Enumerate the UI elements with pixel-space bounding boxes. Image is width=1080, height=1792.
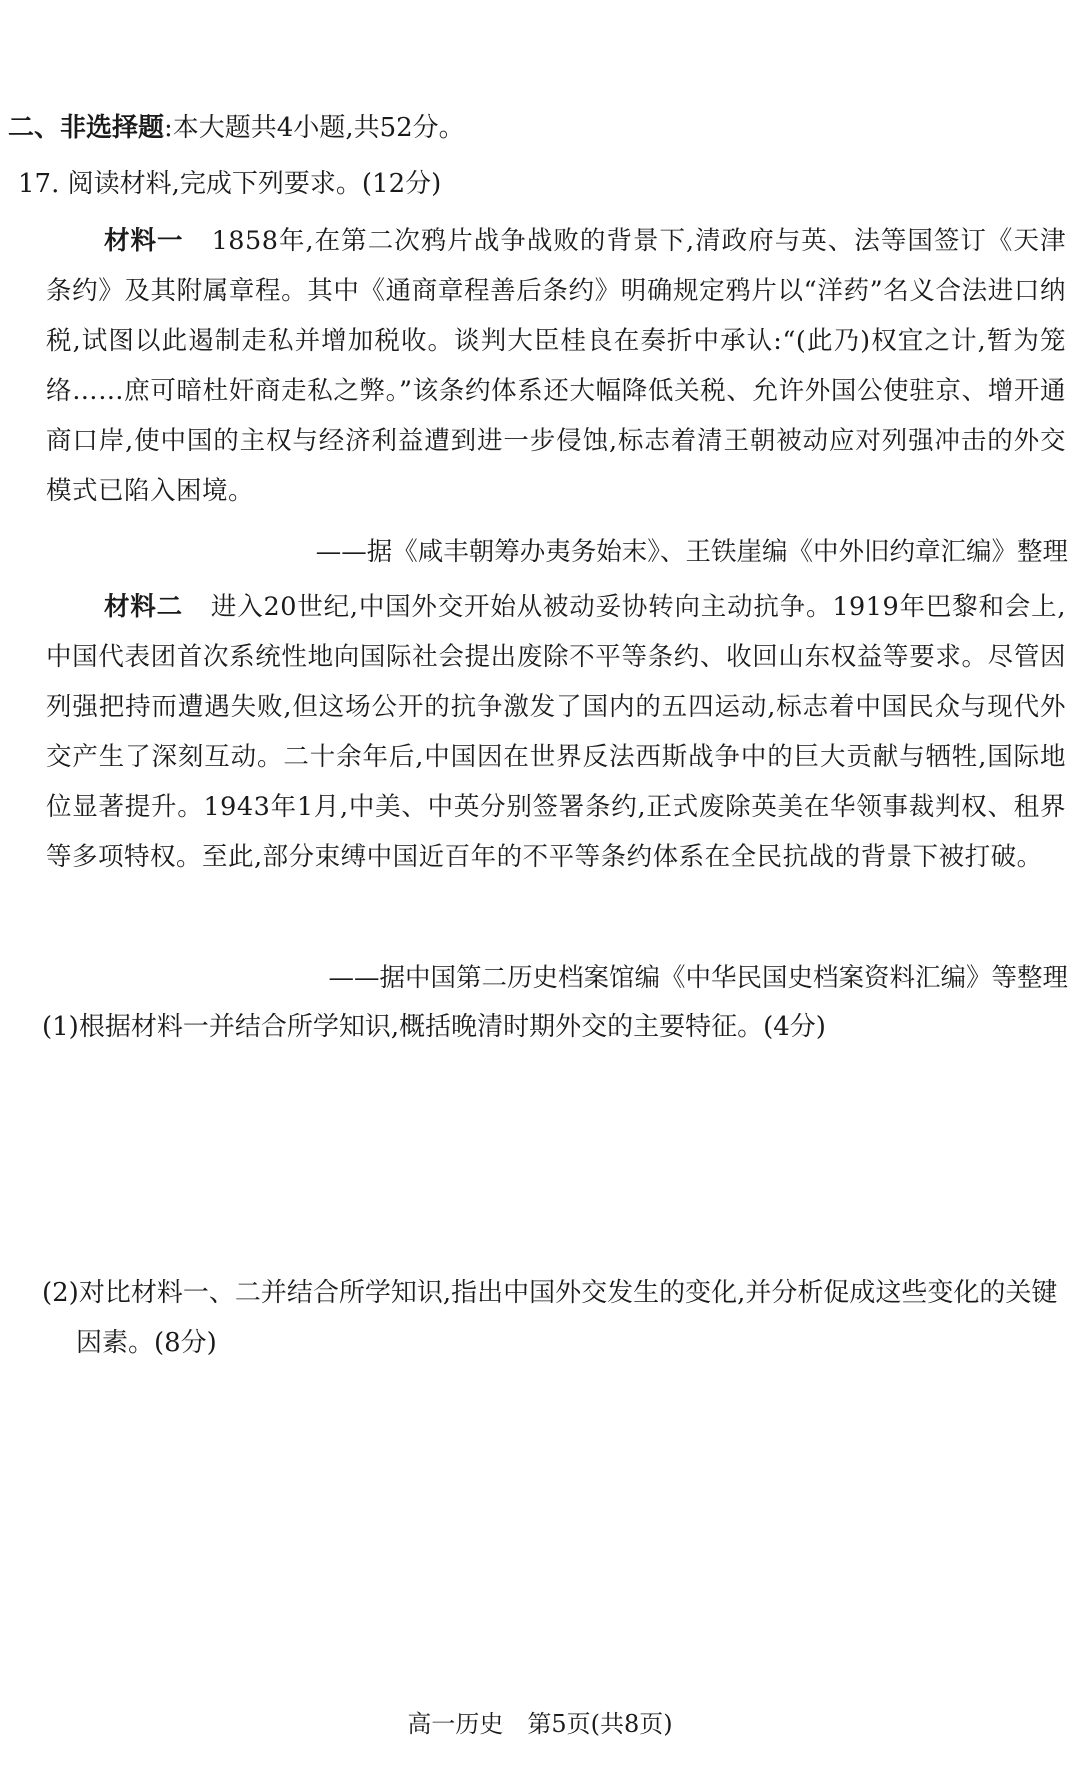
sub-question-2: (2)对比材料一、二并结合所学知识,指出中国外交发生的变化,并分析促成这些变化的关键因素。(8分) (42, 1278, 1058, 1358)
material-one-source: ——据《咸丰朝筹办夷务始末》、王铁崖编《中外旧约章汇编》整理 (315, 537, 1068, 567)
material-two (46, 582, 1066, 882)
material-one (46, 216, 1066, 516)
section-description: :本大题共4小题,共52分。 (164, 113, 465, 143)
material-one-label: 材料一 (104, 226, 184, 256)
material-one-text: 1858年,在第二次鸦片战争战败的背景下,清政府与英、法等国签订《天津条约》及其附属章程。其中《通商章程善后条约》明确规定鸦片以“洋药”名义合法进口纳税,试图以此遏制走私并增加税收。谈判大臣桂良在奏折中承认:“(此乃)权宜之计,暂为笼络……庶可暗杜奸商走私之弊。”该条约体系还大幅降低关税、允许外国公使驻京、增开通商口岸,使中国的主权与经济利益遭到进一步侵蚀,标志着清王朝被动应对列强冲击的外交模式已陷入困境。 (46, 226, 1066, 506)
question-17-stem: 17. 阅读材料,完成下列要求。(12分) (18, 169, 442, 199)
material-two-label: 材料二 (104, 592, 183, 622)
material-two-source: ——据中国第二历史档案馆编《中华民国史档案资料汇编》等整理 (328, 963, 1068, 993)
section-heading (8, 108, 465, 148)
material-two-text: 进入20世纪,中国外交开始从被动妥协转向主动抗争。1919年巴黎和会上,中国代表团首次系统性地向国际社会提出废除不平等条约、收回山东权益等要求。尽管因列强把持而遭遇失败,但这场公开的抗争激发了国内的五四运动,标志着中国民众与现代外交产生了深刻互动。二十余年后,中国因在世界反法西斯战争中的巨大贡献与牺牲,国际地位显著提升。1943年1月,中美、中英分别签署条约,正式废除英美在华领事裁判权、租界等多项特权。至此,部分束缚中国近百年的不平等条约体系在全民抗战的背景下被打破。 (46, 592, 1066, 872)
section-title: 二、非选择题 (8, 113, 165, 143)
page-footer: 高一历史 第5页(共8页) (407, 1710, 673, 1738)
sub-question-1: (1)根据材料一并结合所学知识,概括晚清时期外交的主要特征。(4分) (42, 1012, 826, 1042)
